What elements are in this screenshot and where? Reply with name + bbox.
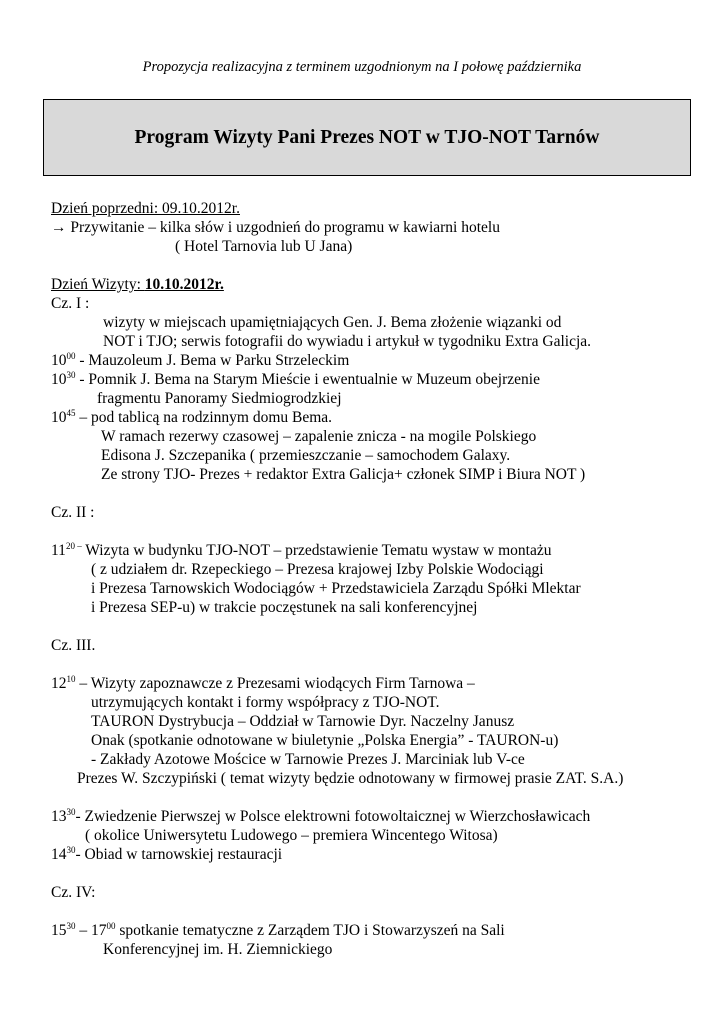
previous-day-venue: ( Hotel Tarnovia lub U Jana) bbox=[175, 238, 353, 255]
part3-item-2 bbox=[51, 807, 721, 826]
title-box bbox=[43, 99, 691, 176]
part1-intro-1: wizyty w miejscach upamiętniających Gen. J. Bema złożenie wiązanki od bbox=[103, 314, 562, 331]
time-hour: 10 bbox=[51, 409, 67, 426]
previous-day-welcome: → Przywitanie – kilka słów i uzgodnień do programu w kawiarni hotelu bbox=[51, 219, 500, 236]
part3-line-3: TAURON Dystrybucja – Oddział w Tarnowie Dyr. Naczelny Janusz bbox=[91, 713, 515, 730]
part2-line-4: i Prezesa SEP-u) w trakcie poczęstunek na sali konferencyjnej bbox=[91, 599, 478, 616]
spacer bbox=[51, 788, 721, 807]
spacer bbox=[51, 256, 721, 275]
item-text: - Pomnik J. Bema na Starym Mieście i ewentualnie w Muzeum obejrzenie bbox=[75, 371, 540, 388]
time-minutes: 45 bbox=[66, 408, 76, 418]
time-minutes: 20 – bbox=[65, 541, 82, 551]
time-dash: – bbox=[75, 922, 91, 939]
time-hour: 12 bbox=[51, 675, 67, 692]
visit-day-line bbox=[51, 275, 721, 294]
part3-item-2-cont: ( okolice Uniwersytetu Ludowego – premiera Wincentego Witosa) bbox=[85, 827, 498, 844]
time-hour: 13 bbox=[51, 808, 67, 825]
part1-reserve-3: Ze strony TJO- Prezes + redaktor Extra Galicja+ członek SIMP i Biura NOT ) bbox=[101, 466, 586, 483]
item-text: - Obiad w tarnowskiej restauracji bbox=[75, 846, 283, 863]
time-hour: 17 bbox=[91, 922, 107, 939]
part4-item bbox=[51, 921, 721, 940]
document-title: Program Wizyty Pani Prezes NOT w TJO-NOT Tarnów bbox=[134, 127, 600, 148]
part1-reserve-2: Edisona J. Szczepanika ( przemieszczanie – samochodem Galaxy. bbox=[101, 447, 511, 464]
previous-day-label: Dzień poprzedni: 09.10.2012r. bbox=[51, 200, 240, 217]
time-minutes: 30 bbox=[66, 370, 76, 380]
visit-day-label: Dzień Wizyty: bbox=[51, 276, 145, 293]
part1-item-3 bbox=[51, 408, 721, 427]
item-text: - Mauzoleum J. Bema w Parku Strzeleckim bbox=[75, 352, 350, 369]
spacer bbox=[51, 655, 721, 674]
part2-line-2: ( z udziałem dr. Rzepeckiego – Prezesa krajowej Izby Polskie Wodociągi bbox=[91, 561, 544, 578]
part1-item-2-cont: fragmentu Panoramy Siedmiogrodzkiej bbox=[97, 390, 342, 407]
part4-heading: Cz. IV: bbox=[51, 884, 96, 901]
part2-line-3: i Prezesa Tarnowskich Wodociągów + Przedstawiciela Zarządu Spółki Mlektar bbox=[91, 580, 581, 597]
document-subtitle: Propozycja realizacyjna z terminem uzgodnionym na I połowę października bbox=[142, 59, 582, 75]
part2-item bbox=[51, 541, 721, 560]
part1-heading: Cz. I : bbox=[51, 295, 90, 312]
part1-reserve-1: W ramach rezerwy czasowej – zapalenie znicza - na mogile Polskiego bbox=[101, 428, 537, 445]
item-text: – Wizyty zapoznawcze z Prezesami wiodących Firm Tarnowa – bbox=[75, 675, 475, 692]
time-hour: 10 bbox=[51, 352, 67, 369]
part3-line-6: Prezes W. Szczypiński ( temat wizyty będzie odnotowany w firmowej prasie ZAT. S.A.) bbox=[77, 770, 624, 787]
document-body bbox=[51, 199, 721, 959]
part3-line-5: - Zakłady Azotowe Mościce w Tarnowie Prezes J. Marciniak lub V-ce bbox=[91, 751, 525, 768]
spacer bbox=[51, 522, 721, 541]
part3-heading: Cz. III. bbox=[51, 637, 96, 654]
part1-item-2 bbox=[51, 370, 721, 389]
time-minutes: 30 bbox=[66, 845, 76, 855]
part2-heading: Cz. II : bbox=[51, 504, 95, 521]
spacer bbox=[51, 902, 721, 921]
item-text: – pod tablicą na rodzinnym domu Bema. bbox=[75, 409, 333, 426]
time-minutes: 00 bbox=[106, 921, 116, 931]
part3-item-1 bbox=[51, 674, 721, 693]
time-minutes: 30 bbox=[66, 921, 76, 931]
part3-item-3 bbox=[51, 845, 721, 864]
time-hour: 10 bbox=[51, 371, 67, 388]
part4-item-cont: Konferencyjnej im. H. Ziemnickiego bbox=[103, 941, 333, 958]
time-minutes: 00 bbox=[66, 351, 76, 361]
item-text: - Zwiedzenie Pierwszej w Polsce elektrowni fotowoltaicznej w Wierzchosławicach bbox=[75, 808, 591, 825]
part3-line-4: Onak (spotkanie odnotowane w biuletynie „Polska Energia” - TAURON-u) bbox=[91, 732, 559, 749]
time-hour: 15 bbox=[51, 922, 67, 939]
time-hour: 14 bbox=[51, 846, 67, 863]
part1-intro-2: NOT i TJO; serwis fotografii do wywiadu i artykuł w tygodniku Extra Galicja. bbox=[103, 333, 592, 350]
item-text: spotkanie tematyczne z Zarządem TJO i Stowarzyszeń na Sali bbox=[115, 922, 505, 939]
item-text: Wizyta w budynku TJO-NOT – przedstawienie Tematu wystaw w montażu bbox=[81, 542, 552, 559]
spacer bbox=[51, 484, 721, 503]
time-minutes: 10 bbox=[66, 674, 76, 684]
time-minutes: 30 bbox=[66, 807, 76, 817]
visit-day-date: 10.10.2012r. bbox=[144, 276, 224, 293]
part3-line-2: utrzymujących kontakt i formy współpracy z TJO-NOT. bbox=[91, 694, 440, 711]
part1-item-1 bbox=[51, 351, 721, 370]
spacer bbox=[51, 864, 721, 883]
spacer bbox=[51, 617, 721, 636]
time-hour: 11 bbox=[51, 542, 66, 559]
